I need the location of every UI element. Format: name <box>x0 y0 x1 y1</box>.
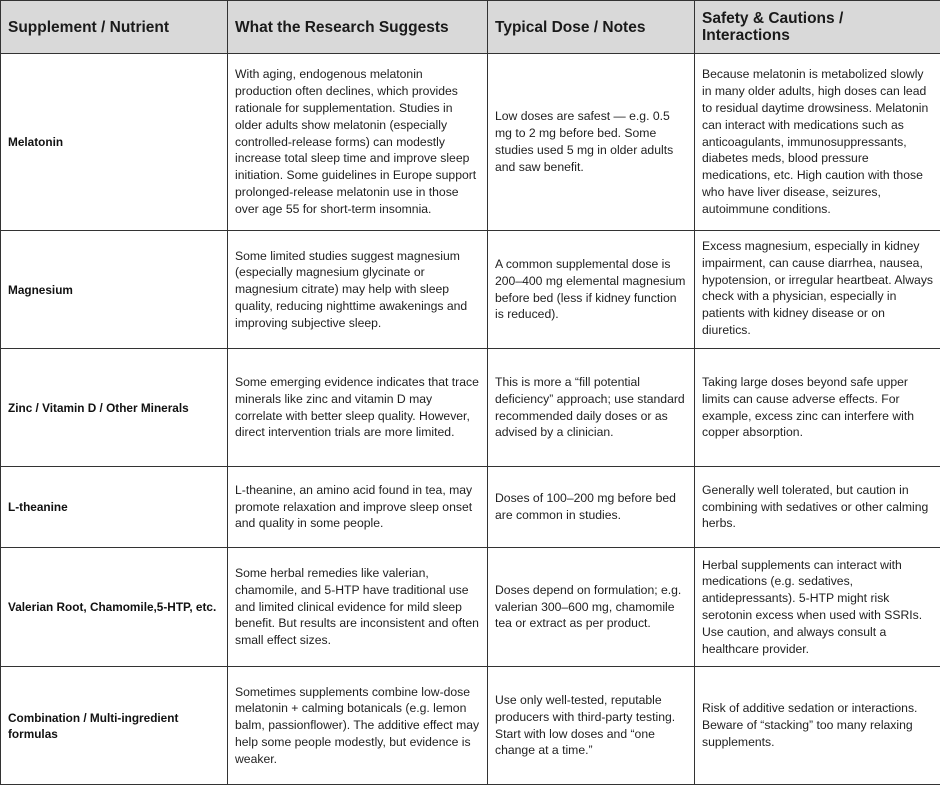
safety-cell: Excess magnesium, especially in kidney impairment, can cause diarrhea, nausea, hypotension, or irregular heartbeat. Always check with a physician, especially in patients with kidney disease or on diuretics. <box>695 231 940 349</box>
supplement-name: Valerian Root, Chamomile,5-HTP, etc. <box>1 548 228 667</box>
safety-cell: Because melatonin is metabolized slowly in many older adults, high doses can lead to residual daytime drowsiness. Melatonin can interact with medications such as anticoagulants, immunosuppressants, diabetes meds, blood pressure medications, etc. High caution with those who have liver disease, seizures, autoimmune conditions. <box>695 54 940 231</box>
header-supplement: Supplement / Nutrient <box>1 1 228 54</box>
research-cell: L-theanine, an amino acid found in tea, may promote relaxation and improve sleep onset and quality in some people. <box>228 467 488 548</box>
table-row <box>1 667 940 785</box>
dose-cell: Use only well-tested, reputable producers with third-party testing. Start with low doses and “one change at a time.” <box>488 667 695 785</box>
table-row <box>1 231 940 349</box>
research-cell: Some herbal remedies like valerian, chamomile, and 5-HTP have traditional use and limited clinical evidence for mild sleep benefit. But results are inconsistent and often small effect sizes. <box>228 548 488 667</box>
research-cell: Some limited studies suggest magnesium (especially magnesium glycinate or magnesium citrate) may help with sleep quality, reducing nighttime awakenings and improving subjective sleep. <box>228 231 488 349</box>
table-row <box>1 548 940 667</box>
supplement-name: Melatonin <box>1 54 228 231</box>
table-row <box>1 467 940 548</box>
safety-cell: Generally well tolerated, but caution in combining with sedatives or other calming herbs. <box>695 467 940 548</box>
research-cell: Sometimes supplements combine low-dose melatonin + calming botanicals (e.g. lemon balm, passionflower). The additive effect may help some people modestly, but evidence is weaker. <box>228 667 488 785</box>
header-research: What the Research Suggests <box>228 1 488 54</box>
safety-cell: Risk of additive sedation or interactions. Beware of “stacking” too many relaxing supplements. <box>695 667 940 785</box>
table-row <box>1 54 940 231</box>
safety-cell: Taking large doses beyond safe upper limits can cause adverse effects. For example, excess zinc can interfere with copper absorption. <box>695 349 940 467</box>
table-row <box>1 349 940 467</box>
dose-cell: Doses depend on formulation; e.g. valerian 300–600 mg, chamomile tea or extract as per product. <box>488 548 695 667</box>
dose-cell: A common supplemental dose is 200–400 mg elemental magnesium before bed (less if kidney function is reduced). <box>488 231 695 349</box>
dose-cell: Doses of 100–200 mg before bed are common in studies. <box>488 467 695 548</box>
supplement-name: Magnesium <box>1 231 228 349</box>
supplement-name: Combination / Multi-ingredient formulas <box>1 667 228 785</box>
header-row <box>1 1 940 54</box>
supplement-name: Zinc / Vitamin D / Other Minerals <box>1 349 228 467</box>
dose-cell: Low doses are safest — e.g. 0.5 mg to 2 mg before bed. Some studies used 5 mg in older adults and saw benefit. <box>488 54 695 231</box>
supplement-name: L-theanine <box>1 467 228 548</box>
header-safety: Safety & Cautions / Interactions <box>695 1 940 54</box>
research-cell: With aging, endogenous melatonin production often declines, which provides rationale for supplementation. Studies in older adults show melatonin (especially controlled-release forms) can modestly increase total sleep time and improve sleep initiation. Some guidelines in Europe support prolonged-release melatonin use in those over age 55 for short-term insomnia. <box>228 54 488 231</box>
safety-cell: Herbal supplements can interact with medications (e.g. sedatives, antidepressants). 5-HTP might risk serotonin excess when used with SSRIs. Use caution, and always consult a healthcare provider. <box>695 548 940 667</box>
header-dose: Typical Dose / Notes <box>488 1 695 54</box>
research-cell: Some emerging evidence indicates that trace minerals like zinc and vitamin D may correlate with better sleep quality. However, direct intervention trials are more limited. <box>228 349 488 467</box>
dose-cell: This is more a “fill potential deficiency” approach; use standard recommended daily doses or as advised by a clinician. <box>488 349 695 467</box>
